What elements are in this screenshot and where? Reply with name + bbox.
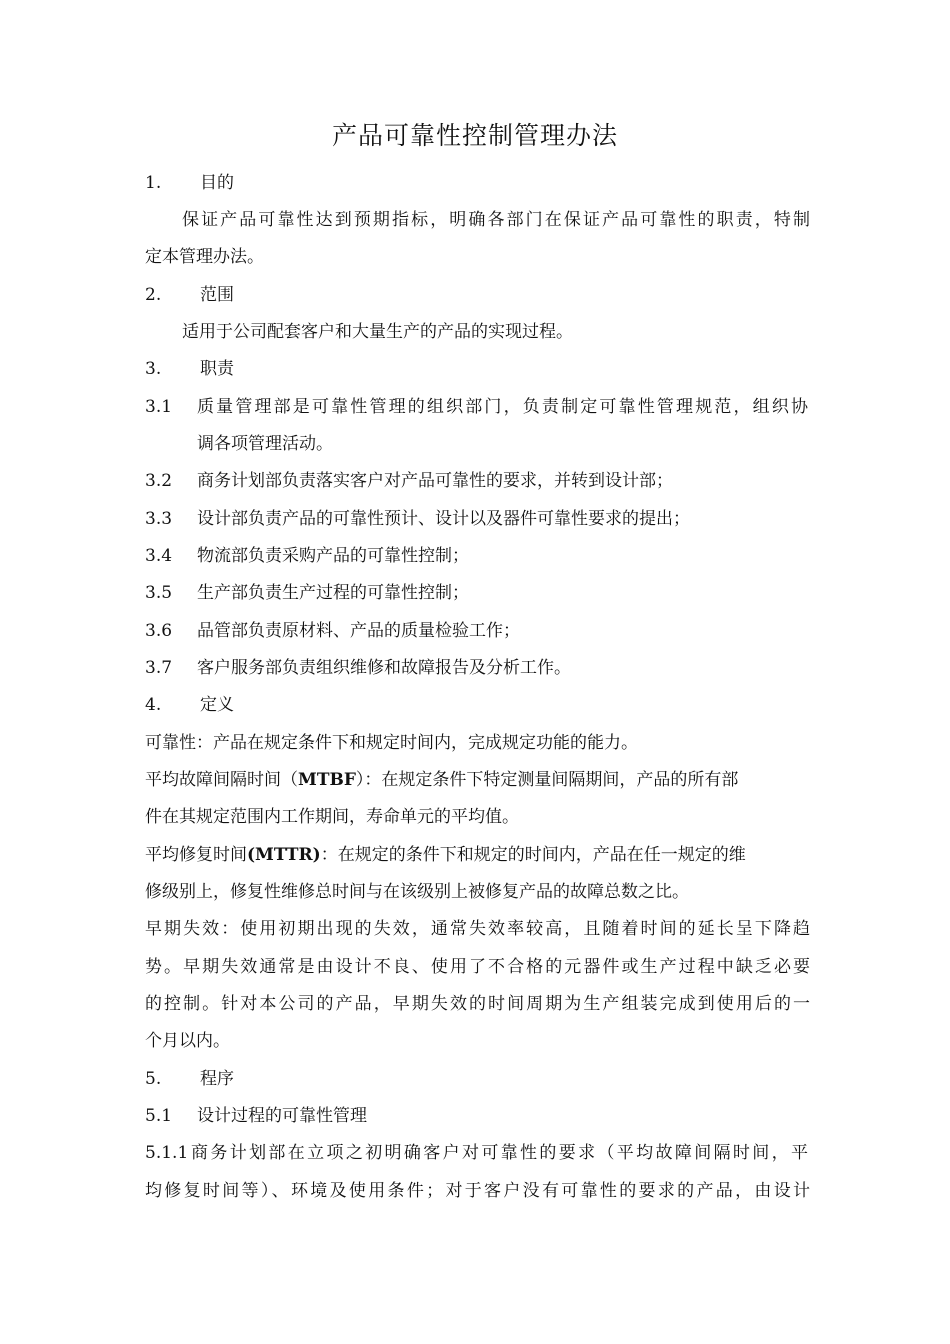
section-label: 目的 xyxy=(200,173,234,193)
definition-mtbf xyxy=(145,768,810,792)
definition-early-failure-line3: 的控制。针对本公司的产品，早期失效的时间周期为生产组装完成到使用后的一 xyxy=(145,994,810,1014)
definition-text: 平均修复时间 xyxy=(145,845,247,865)
clause-5-1-1-line2: 均修复时间等）、环境及使用条件；对于客户没有可靠性的要求的产品，由设计 xyxy=(145,1181,810,1201)
purpose-text-line2: 定本管理办法。 xyxy=(145,247,264,267)
clause-text: 商务计划部在立项之初明确客户对可靠性的要求（平均故障间隔时间，平 xyxy=(191,1143,808,1163)
duty-number: 3.7 xyxy=(145,658,173,678)
section-heading-5 xyxy=(145,1067,810,1091)
duty-text: 商务计划部负责落实客户对产品可靠性的要求，并转到设计部； xyxy=(197,471,673,491)
section-heading-1 xyxy=(145,171,810,195)
definition-early-failure-line1: 早期失效：使用初期出现的失效，通常失效率较高，且随着时间的延长呈下降趋 xyxy=(145,919,810,939)
duty-number: 3.2 xyxy=(145,471,173,491)
mtbf-abbr: MTBF xyxy=(298,770,356,790)
section-number: 3. xyxy=(145,359,162,379)
duty-number: 3.5 xyxy=(145,583,173,603)
definition-mttr-line2: 修级别上，修复性维修总时间与在该级别上被修复产品的故障总数之比。 xyxy=(145,882,689,902)
duty-text: 物流部负责采购产品的可靠性控制； xyxy=(197,546,469,566)
section-label: 范围 xyxy=(200,285,234,305)
duty-number: 3.1 xyxy=(145,397,173,417)
purpose-text-line1: 保证产品可靠性达到预期指标，明确各部门在保证产品可靠性的职责，特制 xyxy=(182,210,810,230)
section-number: 1. xyxy=(145,173,162,193)
scope-text: 适用于公司配套客户和大量生产的产品的实现过程。 xyxy=(182,322,573,342)
definition-reliability: 可靠性：产品在规定条件下和规定时间内，完成规定功能的能力。 xyxy=(145,733,638,753)
subsection-heading-5-1 xyxy=(145,1104,810,1128)
section-heading-2 xyxy=(145,283,810,307)
duty-text: 设计部负责产品的可靠性预计、设计以及器件可靠性要求的提出； xyxy=(197,509,690,529)
duty-number: 3.6 xyxy=(145,621,173,641)
duty-number: 3.4 xyxy=(145,546,173,566)
definition-text: 平均故障间隔时间（ xyxy=(145,770,298,790)
page-title: 产品可靠性控制管理办法 xyxy=(331,121,618,150)
duty-text: 质量管理部是可靠性管理的组织部门，负责制定可靠性管理规范，组织协 xyxy=(197,397,808,417)
clause-5-1-1 xyxy=(145,1141,810,1165)
subsection-label: 设计过程的可靠性管理 xyxy=(197,1106,367,1126)
mttr-abbr: (MTTR) xyxy=(247,845,321,865)
definition-early-failure-line2: 势。早期失效通常是由设计不良、使用了不合格的元器件或生产过程中缺乏必要 xyxy=(145,957,810,977)
section-number: 5. xyxy=(145,1069,162,1089)
section-number: 4. xyxy=(145,695,162,715)
duty-item xyxy=(145,619,810,643)
definition-text: ）：在规定条件下特定测量间隔期间，产品的所有部 xyxy=(355,770,739,790)
section-label: 程序 xyxy=(200,1069,234,1089)
definition-early-failure-line4: 个月以内。 xyxy=(145,1031,230,1051)
subsection-number: 5.1 xyxy=(145,1106,173,1126)
duty-item xyxy=(145,581,810,605)
definition-mttr xyxy=(145,843,810,867)
duty-text: 品管部负责原材料、产品的质量检验工作； xyxy=(197,621,520,641)
duty-item xyxy=(145,656,810,680)
duty-number: 3.3 xyxy=(145,509,173,529)
definition-mtbf-line2: 件在其规定范围内工作期间，寿命单元的平均值。 xyxy=(145,807,519,827)
duty-item xyxy=(145,469,810,493)
duty-text-continued: 调各项管理活动。 xyxy=(197,434,333,454)
section-label: 职责 xyxy=(200,359,234,379)
section-label: 定义 xyxy=(200,695,234,715)
duty-text: 生产部负责生产过程的可靠性控制； xyxy=(197,583,469,603)
duty-item xyxy=(145,395,810,419)
section-heading-3 xyxy=(145,357,810,381)
duty-text: 客户服务部负责组织维修和故障报告及分析工作。 xyxy=(197,658,571,678)
duty-item xyxy=(145,507,810,531)
section-heading-4 xyxy=(145,693,810,717)
section-number: 2. xyxy=(145,285,162,305)
definition-text: ：在规定的条件下和规定的时间内，产品在任一规定的维 xyxy=(320,845,746,865)
clause-number: 5.1.1 xyxy=(145,1143,189,1163)
duty-item xyxy=(145,544,810,568)
